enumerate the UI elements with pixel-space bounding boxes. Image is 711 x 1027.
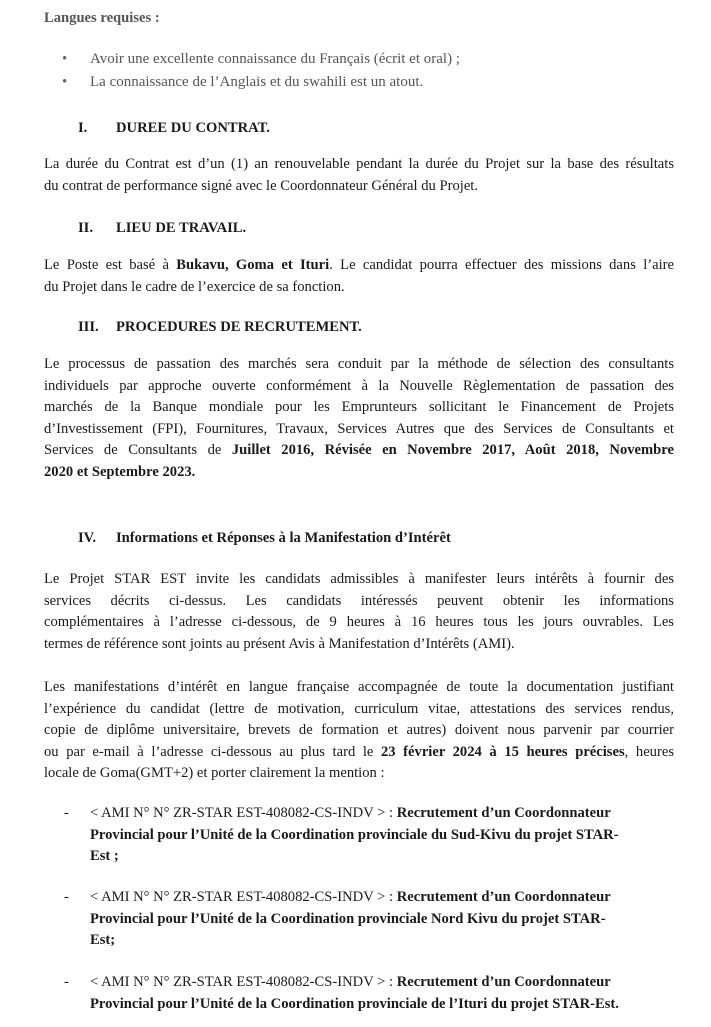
ami-reference: < AMI N° N° ZR-STAR EST-408082-CS-INDV > : xyxy=(90,805,397,821)
text-line: termes de référence sont joints au présent Avis à Manifestation d’Intérêts (AMI). xyxy=(44,635,515,652)
paragraph-manifestations xyxy=(44,677,674,785)
text-line: du Projet dans le cadre de l’exercice de sa fonction. xyxy=(44,278,345,295)
text-line xyxy=(44,440,674,462)
text-span: , heures xyxy=(624,743,674,760)
bold-text: Provincial pour l’Unité de la Coordination provinciale de l’Ituri du projet STAR-Est. xyxy=(90,995,619,1012)
text-line: d’Investissement (FPI), Fournitures, Travaux, Services Autres que des Services de Consultants et xyxy=(44,420,674,437)
ami-content xyxy=(90,887,675,952)
text-line xyxy=(44,462,674,484)
section-heading-procedures xyxy=(78,317,362,339)
text-line: marchés de la Banque mondiale pour les Emprunteurs sollicitant le Financement de Projets xyxy=(44,399,674,415)
section-number: IV. xyxy=(78,530,96,546)
text-span: Services de Consultants de xyxy=(44,442,232,458)
text-line: Le Projet STAR EST invite les candidats admissibles à manifester leurs intérêts à fournir des xyxy=(44,571,674,587)
section-number: II. xyxy=(78,220,94,236)
ami-reference: < AMI N° N° ZR-STAR EST-408082-CS-INDV > : xyxy=(90,889,397,905)
bold-text: Juillet 2016, Révisée en Novembre 2017, Août 2018, Novembre xyxy=(231,442,674,458)
bold-text: Bukavu, Goma et Ituri xyxy=(176,257,330,273)
text-line: locale de Goma(GMT+2) et porter clairement la mention : xyxy=(44,765,385,781)
section-heading-lieu xyxy=(78,218,246,240)
text-line: Le processus de passation des marchés sera conduit par la méthode de sélection des consultants xyxy=(44,356,674,372)
list-item: • Avoir une excellente connaissance du Français (écrit et oral) ; xyxy=(62,49,460,72)
bold-text: Provincial pour l’Unité de la Coordination provinciale du Sud-Kivu du projet STAR- xyxy=(90,826,619,843)
text-line: complémentaires à l’adresse ci-dessous, de 9 heures à 16 heures tous les jours ouvrables. Les xyxy=(44,614,674,630)
text-line: services décrits ci-dessus. Les candidats intéressés peuvent obtenir les informations xyxy=(44,592,674,609)
text-line xyxy=(44,255,674,277)
bold-text: Recrutement d’un Coordonnateur xyxy=(396,889,611,905)
paragraph-procedures xyxy=(44,354,674,483)
text-line: l’expérience du candidat (lettre de motivation, curriculum vitae, attestations des services rendus, xyxy=(44,700,674,717)
langues-title: Langues requises : xyxy=(44,10,160,26)
text-line: du contrat de performance signé avec le Coordonnateur Général du Projet. xyxy=(44,177,478,194)
bold-text: 2020 et Septembre 2023. xyxy=(44,463,196,480)
text-span: Le Poste est basé à xyxy=(44,257,177,273)
paragraph-invitation xyxy=(44,569,674,655)
text-line: Les manifestations d’intérêt en langue française accompagnée de toute la documentation justifiant xyxy=(44,679,674,695)
section-title: PROCEDURES DE RECRUTEMENT. xyxy=(116,319,362,335)
section-heading-informations xyxy=(78,528,451,550)
bold-text: Est; xyxy=(90,932,116,948)
section-title: LIEU DE TRAVAIL. xyxy=(116,220,247,236)
text-line: copie de diplôme universitaire, brevets de formation et autres) doivent nous parvenir par courrier xyxy=(44,722,674,738)
dash-marker: - xyxy=(64,889,69,905)
bold-text: Provincial pour l’Unité de la Coordination provinciale Nord Kivu du projet STAR- xyxy=(90,910,606,927)
dash-marker: - xyxy=(64,805,69,821)
ami-content xyxy=(90,972,675,1015)
text-line: individuels par approche ouverte conformément à la Nouvelle Règlementation de passation des xyxy=(44,377,674,394)
section-title: Informations et Réponses à la Manifestation d’Intérêt xyxy=(116,530,451,546)
section-number: III. xyxy=(78,319,99,335)
bold-text: Recrutement d’un Coordonnateur xyxy=(396,974,611,990)
dash-marker: - xyxy=(64,974,69,990)
langues-list xyxy=(62,49,460,95)
text-span: ou par e-mail à l’adresse ci-dessous au plus tard le xyxy=(44,743,381,760)
text-line: La durée du Contrat est d’un (1) an renouvelable pendant la durée du Projet sur la base des résultats xyxy=(44,156,674,172)
section-heading-duree xyxy=(78,118,270,140)
section-title: DUREE DU CONTRAT. xyxy=(116,120,270,136)
ami-content xyxy=(90,803,675,868)
ami-reference: < AMI N° N° ZR-STAR EST-408082-CS-INDV > : xyxy=(90,974,397,990)
paragraph-lieu xyxy=(44,255,674,298)
text-line xyxy=(90,803,675,825)
bold-text: Recrutement d’un Coordonnateur xyxy=(396,805,611,821)
text-span: . Le candidat pourra effectuer des missions dans l’aire xyxy=(329,257,674,273)
text-line xyxy=(90,887,675,909)
section-number: I. xyxy=(78,120,88,136)
bold-text: Est ; xyxy=(90,848,119,864)
text-line xyxy=(44,742,674,764)
paragraph-duree xyxy=(44,154,674,197)
list-item: • La connaissance de l’Anglais et du swahili est un atout. xyxy=(62,72,460,95)
text-line xyxy=(90,972,675,994)
bold-text: 23 février 2024 à 15 heures précises xyxy=(380,743,625,760)
